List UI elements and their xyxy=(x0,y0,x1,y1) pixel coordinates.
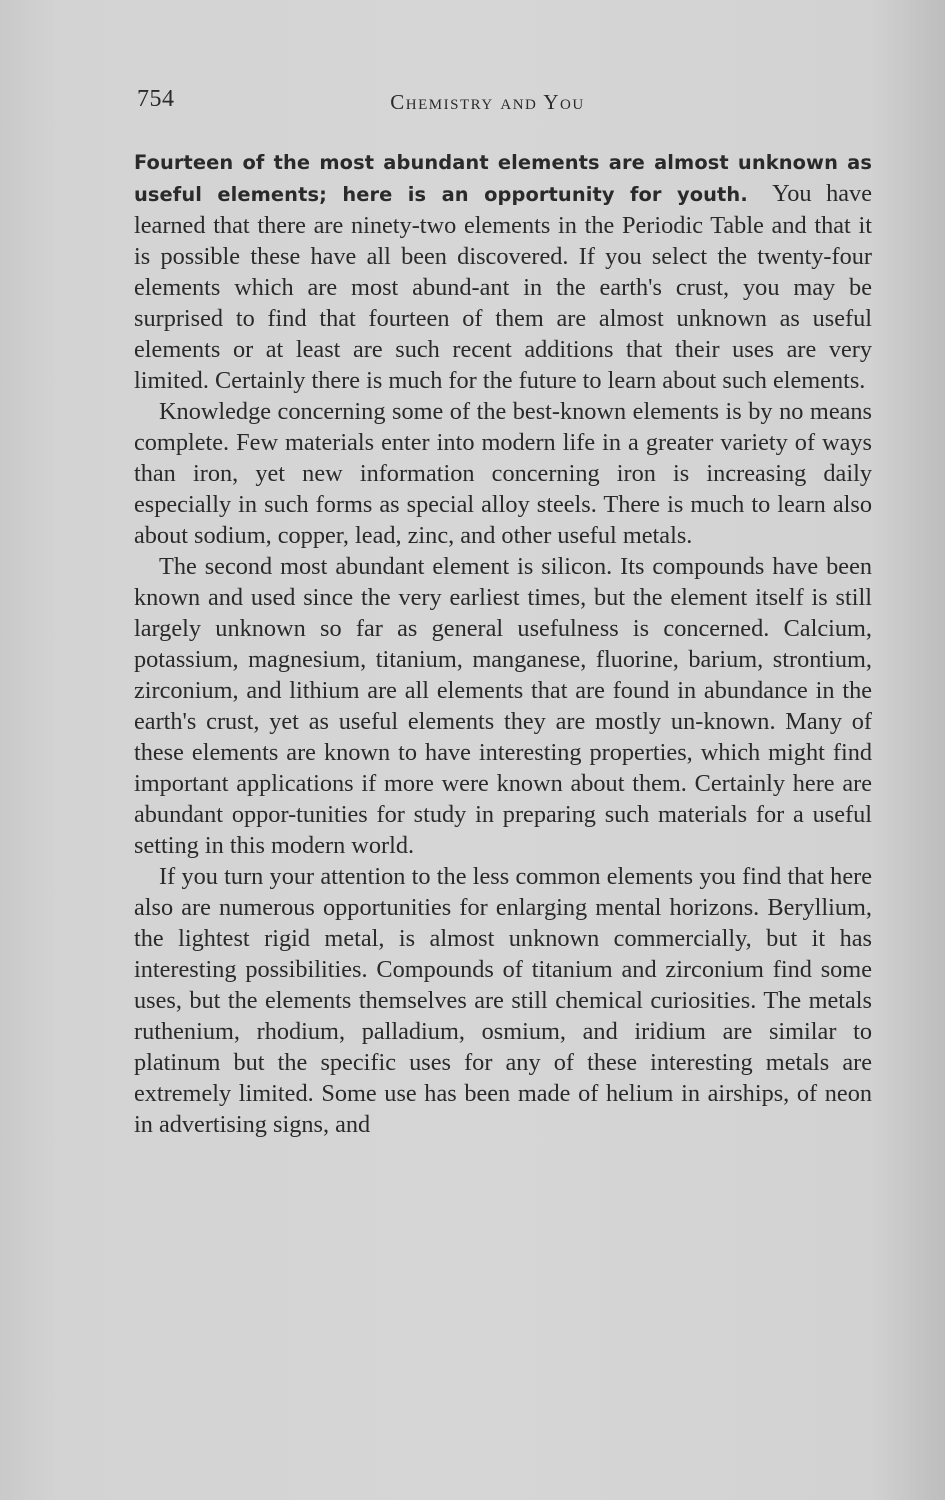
running-head: Chemistry and You xyxy=(390,90,585,114)
paragraph-3: The second most abundant element is silicon. Its compounds have been known and used since the very earliest times, but the element itself is still largely unknown so far as general usefulness is concerned. Calcium, potassium, magnesium, titanium, manganese, fluorine, barium, strontium, zirconium, and lithium are all elements that are found in abundance in the earth's crust, yet as useful elements they are mostly un-known. Many of these elements are known to have interesting properties, which might find important applications if more were known about them. Certainly here are abundant oppor-tunities for study in preparing such materials for a useful setting in this modern world. xyxy=(134,553,872,859)
paragraph-4: If you turn your attention to the less common elements you find that here also are numerous opportunities for enlarging mental horizons. Beryllium, the lightest rigid metal, is almost unknown commercially, but it has interesting possibilities. Compounds of titanium and zirconium find some uses, but the elements themselves are still chemical curiosities. The metals ruthenium, rhodium, palladium, osmium, and iridium are similar to platinum but the specific uses for any of these interesting metals are extremely limited. Some use has been made of helium in airships, of neon in advertising signs, and xyxy=(134,863,872,1138)
paragraph-lead-in: Fourteen of the most abundant elements are almost unknown as useful elements; here is an opportunity for youth. xyxy=(134,151,872,206)
paragraph-1-spacer xyxy=(748,180,772,207)
paragraph-2: Knowledge concerning some of the best-known elements is by no means complete. Few materials enter into modern life in a greater variety of ways than iron, yet new information concerning iron is increasing daily especially in such forms as special alloy steels. There is much to learn also about sodium, copper, lead, zinc, and other useful metals. xyxy=(134,398,872,549)
page-number: 754 xyxy=(137,86,175,112)
paragraph-1 xyxy=(134,146,872,396)
body-text xyxy=(134,146,872,1140)
paragraph-1-text: You have learned that there are ninety-two elements in the Periodic Table and that it is possible these have all been discovered. If you select the twenty-four elements which are most abund-ant in the earth's crust, you may be surprised to find that fourteen of them are almost unknown as useful elements or at least are such recent additions that their uses are very limited. Certainly there is much for the future to learn about such elements. xyxy=(134,180,872,394)
